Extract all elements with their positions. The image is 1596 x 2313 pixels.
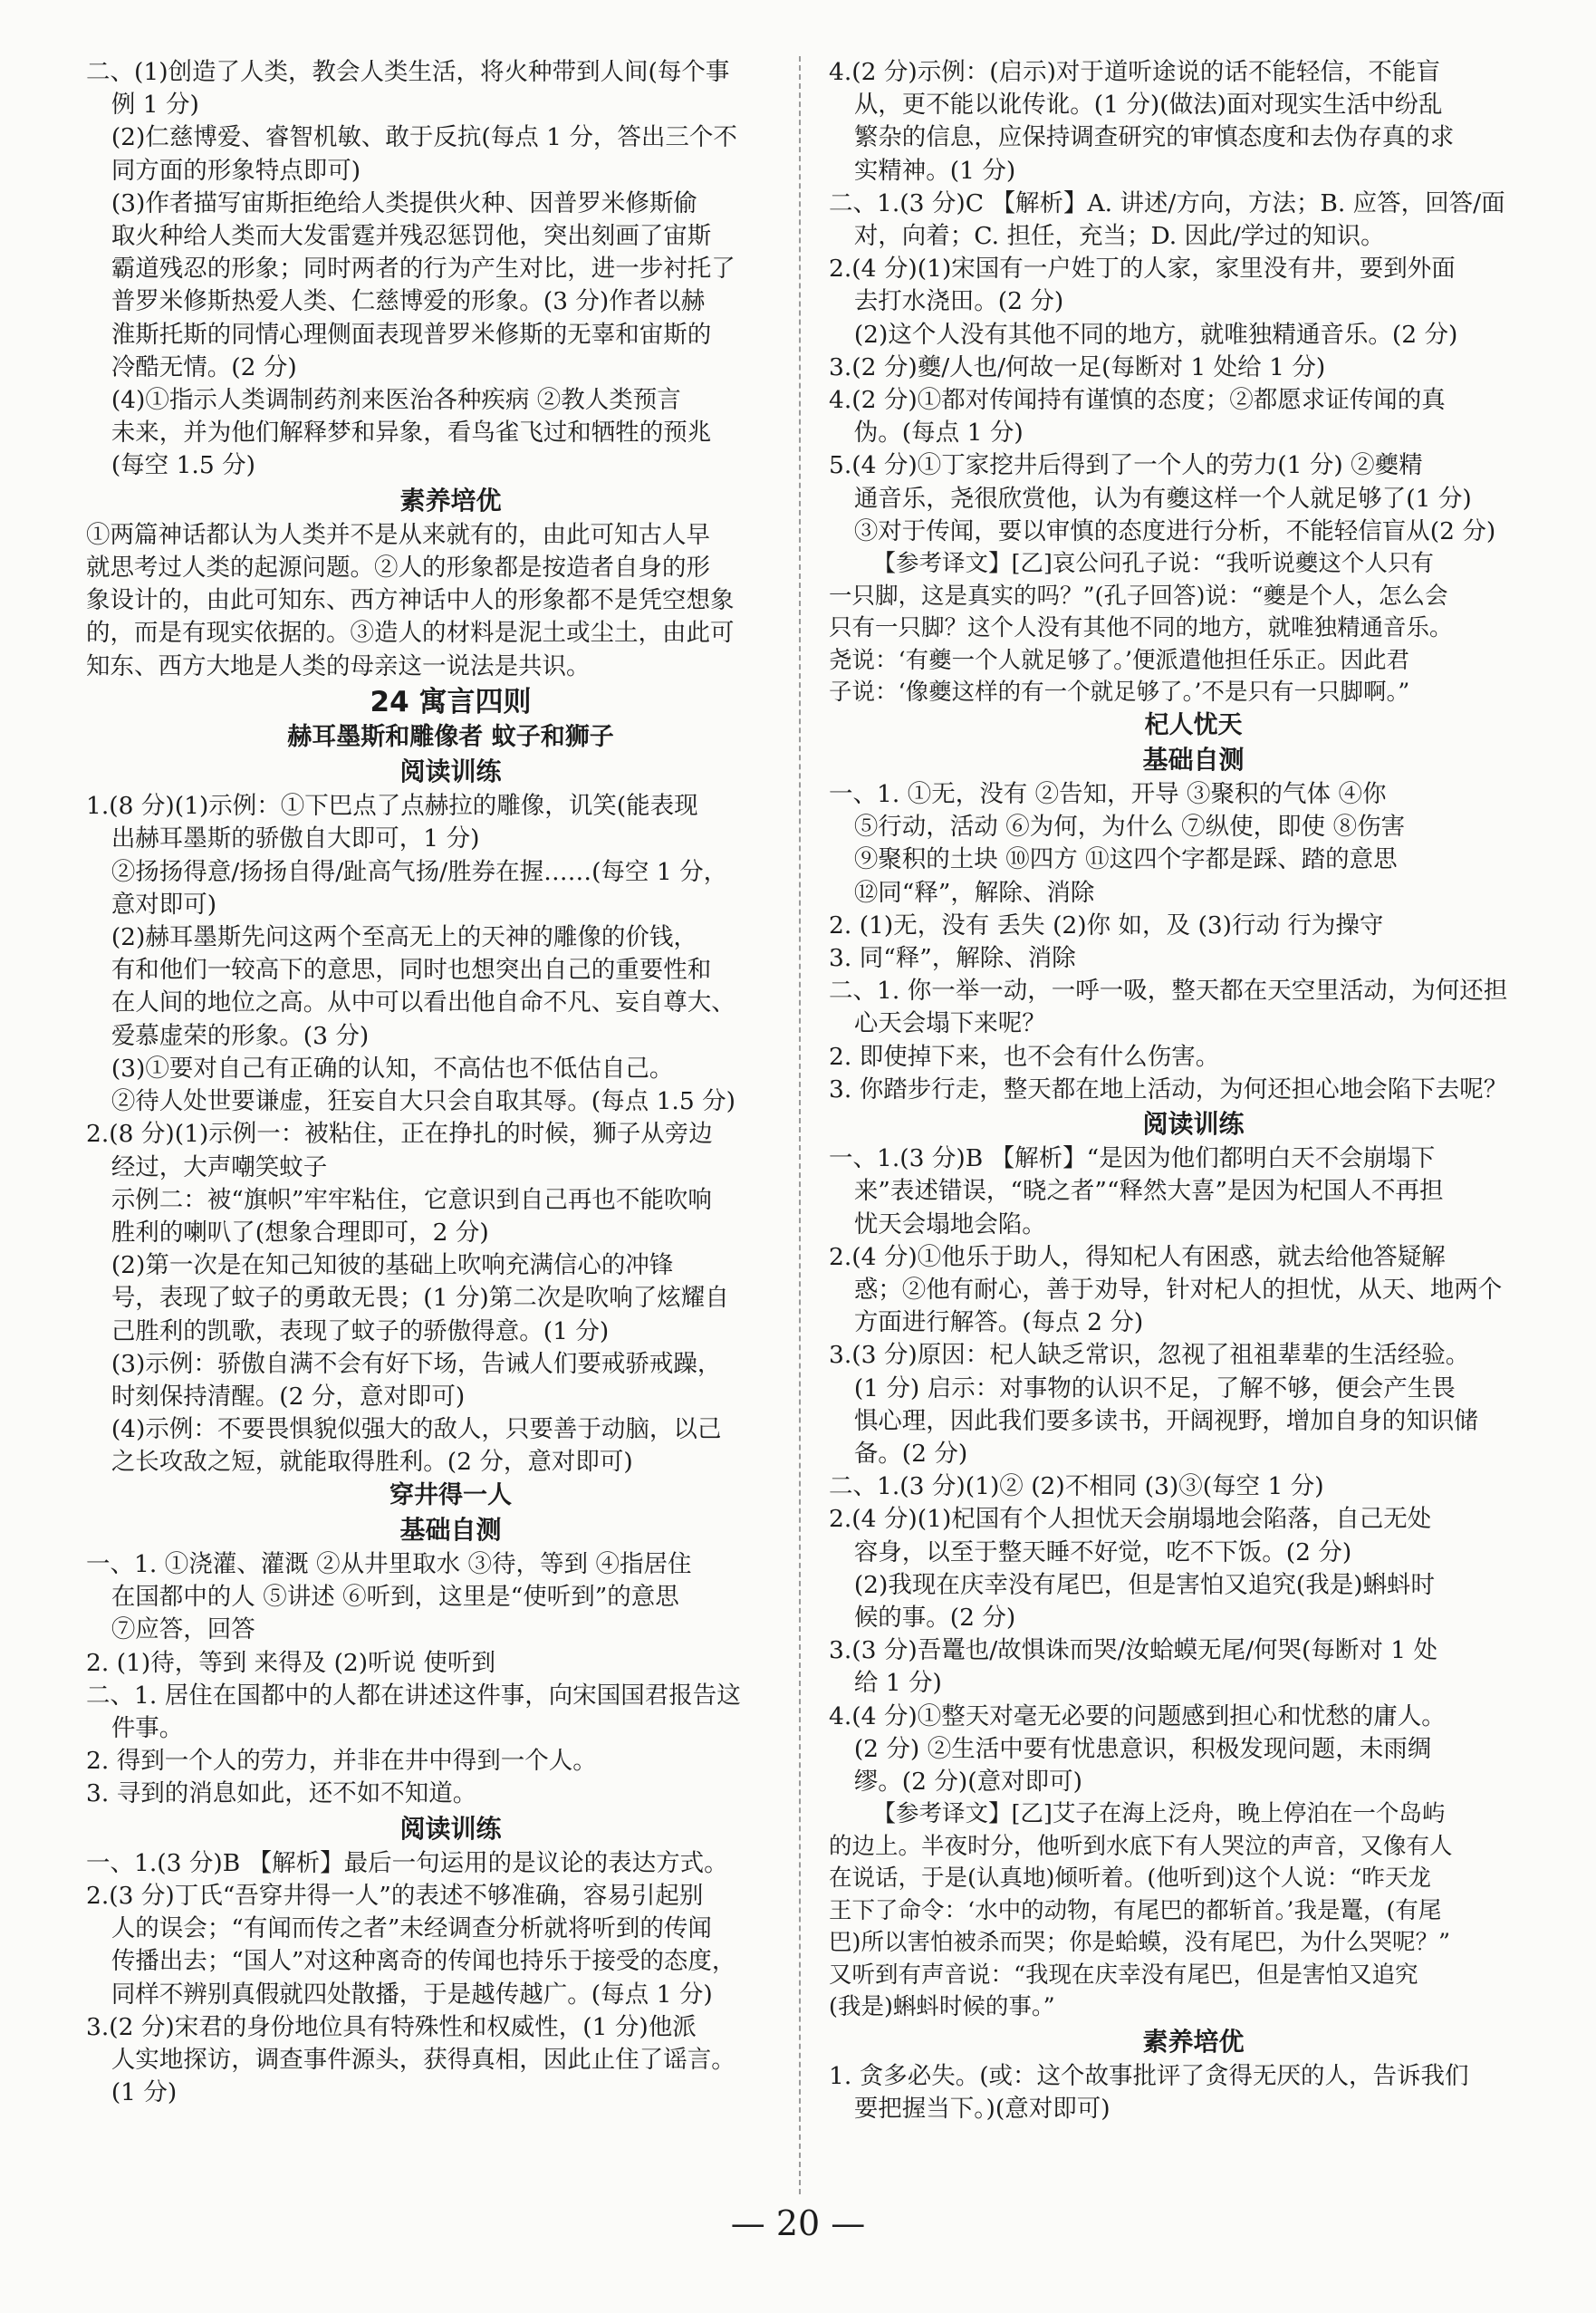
section-heading-basics-2: 基础自测 (1142, 744, 1245, 775)
text-line: 3.(2 分)夔/人也/何故一足(每断对 1 处给 1 分) (829, 352, 1326, 381)
text-line: 二、1.(3 分)C 【解析】A. 讲述/方向，方法；B. 应答，回答/面 (829, 188, 1505, 217)
text-line: (每空 1.5 分) (111, 451, 255, 480)
text-line: 去打水浇田。(2 分) (853, 287, 1064, 316)
reading-answers-block-3 (829, 1142, 1558, 1798)
text-line: 2. 得到一个人的劳力，并非在井中得到一个人。 (86, 1747, 597, 1776)
text-line: 同方面的形象特点即可) (111, 156, 361, 185)
text-line: 惧心理，因此我们要多读书，开阔视野，增加自身的知识储 (853, 1406, 1478, 1435)
text-line: 取火种给人类而大发雷霆并残忍惩罚他，突出刻画了宙斯 (111, 222, 712, 251)
text-line: 要把握当下。)(意对即可) (853, 2095, 1110, 2124)
text-line: 二、1. 居住在国都中的人都在讲述这件事，向宋国国君报告这 (86, 1681, 741, 1710)
text-line: 3.(2 分)宋君的身份地位具有特殊性和权威性，(1 分)他派 (86, 2012, 697, 2041)
text-line: 又听到有声音说：“我现在庆幸没有尾巴，但是害怕又追究 (829, 1961, 1418, 1989)
text-line: 知东、西方大地是人类的母亲这一说法是共识。 (86, 651, 591, 680)
text-line: 2.(4 分)(1)杞国有个人担忧天会崩塌地会陷落，自己无处 (829, 1505, 1432, 1534)
text-line: 淮斯托斯的同情心理侧面表现普罗米修斯的无辜和宙斯的 (111, 320, 712, 349)
text-line: 象设计的，由此可知东、西方神话中人的形象都不是凭空想象 (86, 586, 735, 615)
text-line: 4.(2 分)示例：(启示)对于道听途说的话不能轻信，不能盲 (829, 58, 1440, 86)
lesson-heading-qiren: 杞人忧天 (1144, 710, 1243, 739)
text-line: 忧天会塌地会陷。 (853, 1210, 1046, 1238)
text-line: 同样不辨别真假就四处散播，于是越传越广。(每点 1 分) (111, 1980, 713, 2009)
text-line: 一、1.(3 分)B 【解析】“是因为他们都明白天不会崩塌下 (829, 1144, 1436, 1173)
text-line: (我是)蝌蚪时候的事。” (829, 1993, 1055, 2021)
text-line: 【参考译文】[乙]哀公问孔子说：“我听说夔这个人只有 (872, 550, 1434, 578)
text-line: 霸道残忍的形象；同时两者的行为产生对比，进一步衬托了 (111, 255, 736, 284)
text-line: 在国都中的人 ⑤讲述 ⑥听到，这里是“使听到”的意思 (111, 1583, 679, 1612)
text-line: 4.(4 分)①整天对毫无必要的问题感到担心和忧愁的庸人。 (829, 1701, 1446, 1730)
basics-answers-block (86, 1548, 815, 1811)
text-line: (2)赫耳墨斯先问这两个至高无上的天神的雕像的价钱， (111, 923, 697, 952)
text-line: (3)①要对自己有正确的认知，不高估也不低估自己。 (111, 1054, 674, 1083)
text-line: 一、1.(3 分)B 【解析】最后一句运用的是议论的表达方式。 (86, 1848, 728, 1877)
reading-answers-block-2 (86, 1847, 815, 2110)
text-line: ⑫同“释”，解除、消除 (853, 878, 1095, 907)
text-line: 只有一只脚？这个人没有其他不同的地方，就唯独精通音乐。 (829, 614, 1453, 642)
text-line: 未来，并为他们解释梦和异象，看鸟雀飞过和牺牲的预兆 (111, 419, 712, 448)
text-line: 给 1 分) (853, 1669, 942, 1698)
text-line: 一、1. ①浇灌、灌溉 ②从井里取水 ③待，等到 ④指居住 (86, 1549, 692, 1578)
text-line: 例 1 分) (111, 91, 199, 120)
text-line: 爱慕虚荣的形象。(3 分) (111, 1021, 370, 1050)
text-line: 容身，以至于整天睡不好觉，吃不下饭。(2 分) (853, 1537, 1352, 1566)
text-line: 的，而是有现实依据的。③造人的材料是泥土或尘土，由此可 (86, 619, 735, 648)
section-heading-reading-3: 阅读训练 (1142, 1108, 1245, 1139)
text-line: 示例二：被“旗帜”牢牢粘住，它意识到自己再也不能吹响 (111, 1185, 712, 1214)
text-line: 通音乐，尧很欣赏他，认为有夔这样一个人就足够了(1 分) (853, 484, 1472, 513)
text-line: (1 分) 启示：对事物的认识不足，了解不够，便会产生畏 (853, 1373, 1456, 1402)
text-line: 来”表述错误，“晓之者”“释然大喜”是因为杞国人不再担 (853, 1177, 1444, 1206)
suyang-answers-block (829, 2060, 1558, 2125)
text-line: 有和他们一较高下的意思，同时也想突出自己的重要性和 (111, 956, 712, 985)
text-line: 3. 同“释”，解除、消除 (829, 943, 1076, 972)
text-line: 4.(2 分)①都对传闻持有谨慎的态度；②都愿求证传闻的真 (829, 386, 1446, 415)
text-line: 候的事。(2 分) (853, 1604, 1016, 1633)
column-divider (799, 56, 801, 2194)
text-line: 方面进行解答。(每点 2 分) (853, 1308, 1144, 1337)
text-line: 二、1.(3 分)(1)② (2)不相同 (3)③(每空 1 分) (829, 1472, 1324, 1501)
text-line: 经过，大声嘲笑蚊子 (111, 1152, 328, 1181)
lesson-subheading: 赫耳墨斯和雕像者 蚊子和狮子 (287, 722, 614, 751)
text-line: (2)这个人没有其他不同的地方，就唯独精通音乐。(2 分) (853, 320, 1458, 349)
text-line: 2.(3 分)丁氏“吾穿井得一人”的表述不够准确，容易引起别 (86, 1881, 704, 1910)
left-column (86, 56, 815, 2109)
text-line: 之长攻敌之短，就能取得胜利。(2 分，意对即可) (111, 1448, 633, 1477)
text-line: 尧说：‘有夔一个人就足够了。’便派遣他担任乐正。因此君 (829, 646, 1409, 674)
text-line: 惑；②他有耐心，善于劝导，针对杞人的担忧，从天、地两个 (853, 1276, 1503, 1304)
text-line: 人实地探访，调查事件源头，获得真相，因此止住了谣言。 (111, 2045, 736, 2074)
text-line: 时刻保持清醒。(2 分，意对即可) (111, 1382, 466, 1411)
text-line: 伪。(每点 1 分) (853, 419, 1024, 448)
text-line: 的边上。半夜时分，他听到水底下有人哭泣的声音，又像有人 (829, 1832, 1453, 1860)
text-line: 己胜利的凯歌，表现了蚊子的骄傲得意。(1 分) (111, 1316, 610, 1345)
text-line: (1 分) (111, 2078, 178, 2107)
text-line: 普罗米修斯热爱人类、仁慈博爱的形象。(3 分)作者以赫 (111, 287, 706, 316)
text-line: 一只脚，这是真实的吗？”(孔子回答)说：“夔是个人，怎么会 (829, 582, 1448, 610)
chuanjing-answers-block (829, 56, 1558, 548)
text-line: 出赫耳墨斯的骄傲自大即可，1 分) (111, 824, 480, 853)
text-line: 二、1. 你一举一动，一呼一吸，整天都在天空里活动，为何还担 (829, 977, 1508, 1006)
text-line: 2.(4 分)①他乐于助人，得知杞人有困惑，就去给他答疑解 (829, 1242, 1446, 1271)
text-line: ⑦应答，回答 (111, 1615, 255, 1644)
section-heading-basics: 基础自测 (399, 1514, 502, 1545)
text-line: 冷酷无情。(2 分) (111, 352, 297, 381)
text-line: ⑤行动，活动 ⑥为何，为什么 ⑦纵使，即使 ⑧伤害 (853, 813, 1406, 842)
page-number: — 20 — (730, 2203, 866, 2243)
lesson-heading-chuanjing: 穿井得一人 (389, 1480, 512, 1509)
text-line: 3. 你踏步行走，整天都在地上活动，为何还担心地会陷下去呢？ (829, 1075, 1508, 1103)
text-line: (2)仁慈博爱、睿智机敏、敢于反抗(每点 1 分，答出三个不 (111, 123, 737, 152)
text-line: (2)第一次是在知己知彼的基础上吹响充满信心的冲锋 (111, 1251, 674, 1280)
reference-translation-2 (829, 1798, 1558, 2024)
text-line: 2.(8 分)(1)示例一：被粘住，正在挣扎的时候，狮子从旁边 (86, 1120, 713, 1149)
text-line: 3.(3 分)原因：杞人缺乏常识，忽视了祖祖辈辈的生活经验。 (829, 1341, 1470, 1370)
reading-answers-block-1 (86, 790, 815, 1479)
text-line: 二、(1)创造了人类，教会人类生活，将火种带到人间(每个事 (86, 58, 730, 86)
myth-answers-block (86, 56, 815, 483)
text-line: 胜利的喇叭了(想象合理即可，2 分) (111, 1218, 489, 1247)
text-line: 缪。(2 分)(意对即可) (853, 1768, 1082, 1797)
text-line: 传播出去；“国人”对这种离奇的传闻也持乐于接受的态度， (111, 1947, 736, 1976)
text-line: 备。(2 分) (853, 1440, 968, 1469)
section-heading-reading-2: 阅读训练 (399, 1813, 502, 1844)
text-line: ②待人处世要谦虚，狂妄自大只会自取其辱。(每点 1.5 分) (111, 1087, 736, 1116)
text-line: 对，向着；C. 担任，充当；D. 因此/学过的知识。 (853, 222, 1385, 251)
text-line: (2)我现在庆幸没有尾巴，但是害怕又追究(我是)蝌蚪时 (853, 1570, 1436, 1599)
text-line: (4)示例：不要畏惧貌似强大的敌人，只要善于动脑，以己 (111, 1415, 722, 1444)
section-heading-suyang-2: 素养培优 (1142, 2026, 1245, 2057)
text-line: 3.(3 分)吾鼍也/故惧诛而哭/汝蛤蟆无尾/何哭(每断对 1 处 (829, 1636, 1438, 1665)
text-line: 2. (1)待，等到 来得及 (2)听说 使听到 (86, 1648, 496, 1677)
section-heading-suyang: 素养培优 (399, 485, 502, 516)
text-line: 实精神。(1 分) (853, 156, 1016, 185)
text-line: 号，表现了蚊子的勇敢无畏；(1 分)第二次是吹响了炫耀自 (111, 1284, 729, 1313)
text-line: 【参考译文】[乙]艾子在海上泛舟，晚上停泊在一个岛屿 (872, 1800, 1446, 1828)
text-line: 在说话，于是(认真地)倾听着。(他听到)这个人说：“昨天龙 (829, 1865, 1431, 1893)
text-line: 2.(4 分)(1)宋国有一户姓丁的人家，家里没有井，要到外面 (829, 255, 1456, 284)
reference-translation-1 (829, 548, 1558, 709)
basics-answers-block-2 (829, 778, 1558, 1106)
text-line: 子说：‘像夔这样的有一个就足够了。’不是只有一只脚啊。” (829, 679, 1410, 707)
text-line: 2. (1)无，没有 丢失 (2)你 如，及 (3)行动 行为操守 (829, 911, 1384, 940)
text-line: 3. 寻到的消息如此，还不如不知道。 (86, 1779, 477, 1808)
text-line: 1.(8 分)(1)示例：①下巴点了点赫拉的雕像，讥笑(能表现 (86, 792, 698, 821)
text-line: 巴)所以害怕被杀而哭；你是蛤蟆，没有尾巴，为什么哭呢？” (829, 1929, 1450, 1957)
text-line: 1. 贪多必失。(或：这个故事批评了贪得无厌的人，告诉我们 (829, 2061, 1469, 2090)
text-line: 2. 即使掉下来，也不会有什么伤害。 (829, 1042, 1220, 1071)
text-line: 件事。 (111, 1713, 184, 1742)
chapter-heading: 24 寓言四则 (370, 685, 532, 718)
suyang-paragraph (86, 519, 815, 683)
text-line: (4)①指示人类调制药剂来医治各种疾病 ②教人类预言 (111, 386, 681, 415)
text-line: ②扬扬得意/扬扬自得/趾高气扬/胜券在握……(每空 1 分， (111, 857, 728, 886)
text-line: (3)示例：骄傲自满不会有好下场，告诫人们要戒骄戒躁， (111, 1349, 722, 1378)
right-column (829, 56, 1558, 2125)
text-line: (3)作者描写宙斯拒绝给人类提供火种、因普罗米修斯偷 (111, 188, 697, 217)
text-line: 一、1. ①无，没有 ②告知，开导 ③聚积的气体 ④你 (829, 779, 1387, 808)
text-line: (2 分) ②生活中要有忧患意识，积极发现问题，未雨绸 (853, 1734, 1432, 1763)
text-line: 王下了命令：‘水中的动物，有尾巴的都斩首。’我是鼍，(有尾 (829, 1896, 1442, 1924)
text-line: 繁杂的信息，应保持调查研究的审慎态度和去伪存真的求 (853, 123, 1455, 152)
text-line: 人的误会；“有闻而传之者”未经调查分析就将听到的传闻 (111, 1914, 712, 1943)
section-heading-reading-1: 阅读训练 (399, 757, 502, 787)
text-line: 在人间的地位之高。从中可以看出他自命不凡、妄自尊大、 (111, 988, 736, 1017)
text-line: 心天会塌下来呢？ (853, 1009, 1046, 1038)
text-line: 5.(4 分)①丁家挖井后得到了一个人的劳力(1 分) ②夔精 (829, 451, 1423, 480)
text-line: ①两篇神话都认为人类并不是从来就有的，由此可知古人早 (86, 520, 710, 549)
text-line: 意对即可) (111, 890, 217, 919)
text-line: ⑨聚积的土块 ⑩四方 ⑪这四个字都是踩、踏的意思 (853, 845, 1398, 874)
text-line: ③对于传闻，要以审慎的态度进行分析，不能轻信盲从(2 分) (853, 516, 1496, 545)
text-line: 就思考过人类的起源问题。②人的形象都是按造者自身的形 (86, 554, 710, 583)
text-line: 从，更不能以讹传讹。(1 分)(做法)面对现实生活中纷乱 (853, 91, 1443, 120)
